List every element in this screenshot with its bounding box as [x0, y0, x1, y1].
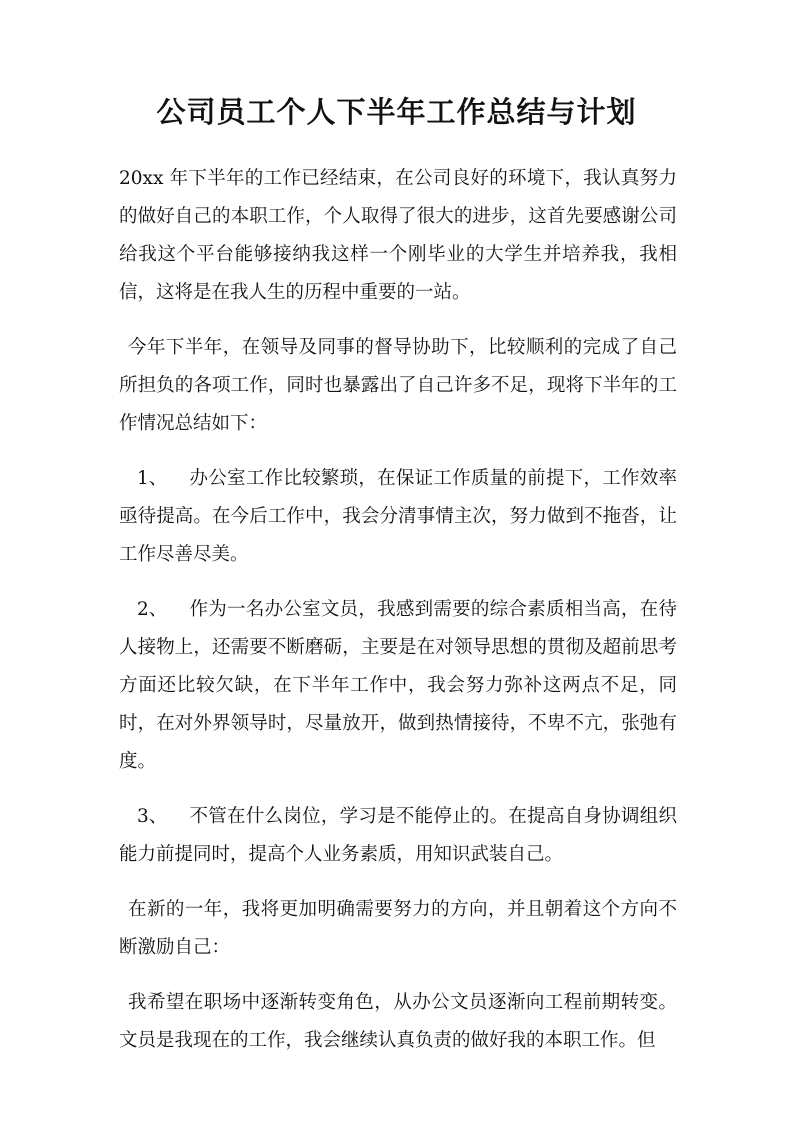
list-item-1: [119, 460, 677, 574]
document-title: 公司员工个人下半年工作总结与计划: [156, 95, 637, 129]
list-item-number: 1、: [137, 468, 168, 489]
paragraph-summary-lead: 今年下半年，在领导及同事的督导协助下，比较顺利的完成了自己所担负的各项工作，同时也暴露出了自己许多不足，现将下半年的工作情况总结如下：: [119, 337, 677, 434]
list-item-text: 不管在什么岗位，学习是不能停止的。在提高自身协调组织能力前提同时，提高个人业务素质，用知识武装自己。: [119, 806, 677, 865]
list-item-3: [119, 798, 677, 874]
document-body: [119, 160, 677, 1077]
list-item-2: [119, 591, 677, 781]
list-item-number: 3、: [137, 806, 168, 827]
paragraph-hope: 我希望在职场中逐渐转变角色，从办公文员逐渐向工程前期转变。文员是我现在的工作，我会继续认真负责的做好我的本职工作。但: [119, 992, 677, 1051]
paragraph-new-year: 在新的一年，我将更加明确需要努力的方向，并且朝着这个方向不断激励自己：: [119, 899, 677, 958]
list-item-text: 作为一名办公室文员，我感到需要的综合素质相当高，在待人接物上，还需要不断磨砺，主要是在对领导思想的贯彻及超前思考方面还比较欠缺，在下半年工作中，我会努力弥补这两点不足，同时，在对外界领导时，尽量放开，做到热情接待，不卑不亢，张弛有度。: [119, 599, 677, 772]
list-item-number: 2、: [137, 599, 168, 620]
paragraph-intro: 20xx 年下半年的工作已经结束，在公司良好的环境下，我认真努力的做好自己的本职工作，个人取得了很大的进步，这首先要感谢公司给我这个平台能够接纳我这样一个刚毕业的大学生并培养我，我相信，这将是在我人生的历程中重要的一站。: [119, 168, 677, 303]
list-item-text: 办公室工作比较繁琐，在保证工作质量的前提下，工作效率亟待提高。在今后工作中，我会分清事情主次，努力做到不拖沓，让工作尽善尽美。: [119, 468, 677, 565]
